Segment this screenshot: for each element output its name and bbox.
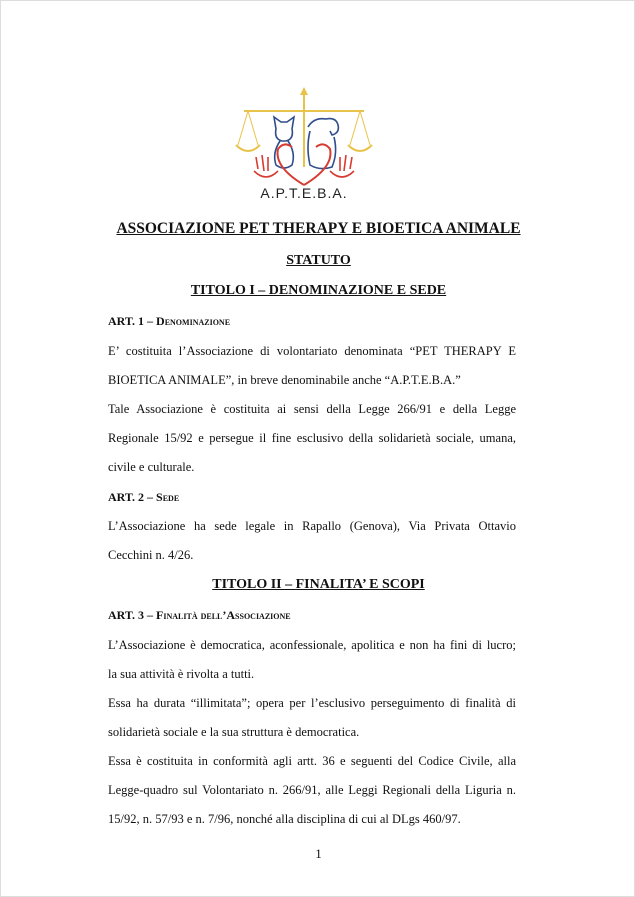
titolo-1-heading: TITOLO I – DENOMINAZIONE E SEDE [190, 283, 447, 298]
art-2-text [108, 512, 516, 570]
paragraph-line: E’ costituita l’Associazione di volontariato denominata “PET THERAPY E [108, 344, 516, 358]
art-2-heading [108, 490, 179, 505]
paragraph-line: Regionale 15/92 e persegue il fine esclusivo della solidarietà sociale, umana, [108, 431, 516, 445]
paragraph-line: la sua attività è rivolta a tutti. [108, 667, 255, 681]
logo-text: A.P.T.E.B.A. [260, 185, 348, 201]
art-1-text [108, 337, 516, 482]
paragraph-line: 15/92, n. 57/93 e n. 7/96, nonché alla disciplina di cui al DLgs 460/97. [108, 812, 461, 826]
paragraph-line: Essa ha durata “illimitata”; opera per l’esclusivo perseguimento di finalità di [108, 696, 516, 710]
paragraph-line: BIOETICA ANIMALE”, in breve denominabile anche “A.P.T.E.B.A.” [108, 373, 461, 387]
art-2-name: Sede [156, 490, 180, 504]
art-3-text [108, 631, 516, 834]
art-1-label: ART. 1 – [108, 314, 154, 328]
document-title: ASSOCIAZIONE PET THERAPY E BIOETICA ANIMALE [116, 220, 521, 237]
paragraph-line: Cecchini n. 4/26. [108, 548, 194, 562]
paragraph-line: Legge-quadro sul Volontariato n. 266/91, alle Leggi Regionali della Liguria n. [108, 783, 516, 797]
page-number: 1 [315, 846, 322, 861]
paragraph-line: L’Associazione è democratica, aconfessionale, apolitica e non ha fini di lucro; [108, 638, 516, 652]
paragraph-line: Tale Associazione è costituita ai sensi della Legge 266/91 e della Legge [108, 402, 516, 416]
art-2-label: ART. 2 – [108, 490, 154, 504]
paragraph-line: solidarietà sociale e la sua struttura è democratica. [108, 725, 360, 739]
art-3-name: Finalità dell’Associazione [156, 608, 291, 622]
titolo-2-heading: TITOLO II – FINALITA’ E SCOPI [212, 577, 425, 592]
statuto-heading: STATUTO [286, 253, 351, 268]
paragraph-line: Essa è costituita in conformità agli artt. 36 e seguenti del Codice Civile, alla [108, 754, 516, 768]
art-3-label: ART. 3 – [108, 608, 154, 622]
paragraph-line: civile e culturale. [108, 460, 195, 474]
art-3-heading [108, 608, 291, 623]
art-1-heading [108, 314, 230, 329]
art-1-name: Denominazione [156, 314, 231, 328]
paragraph-line: L’Associazione ha sede legale in Rapallo (Genova), Via Privata Ottavio [108, 519, 516, 533]
